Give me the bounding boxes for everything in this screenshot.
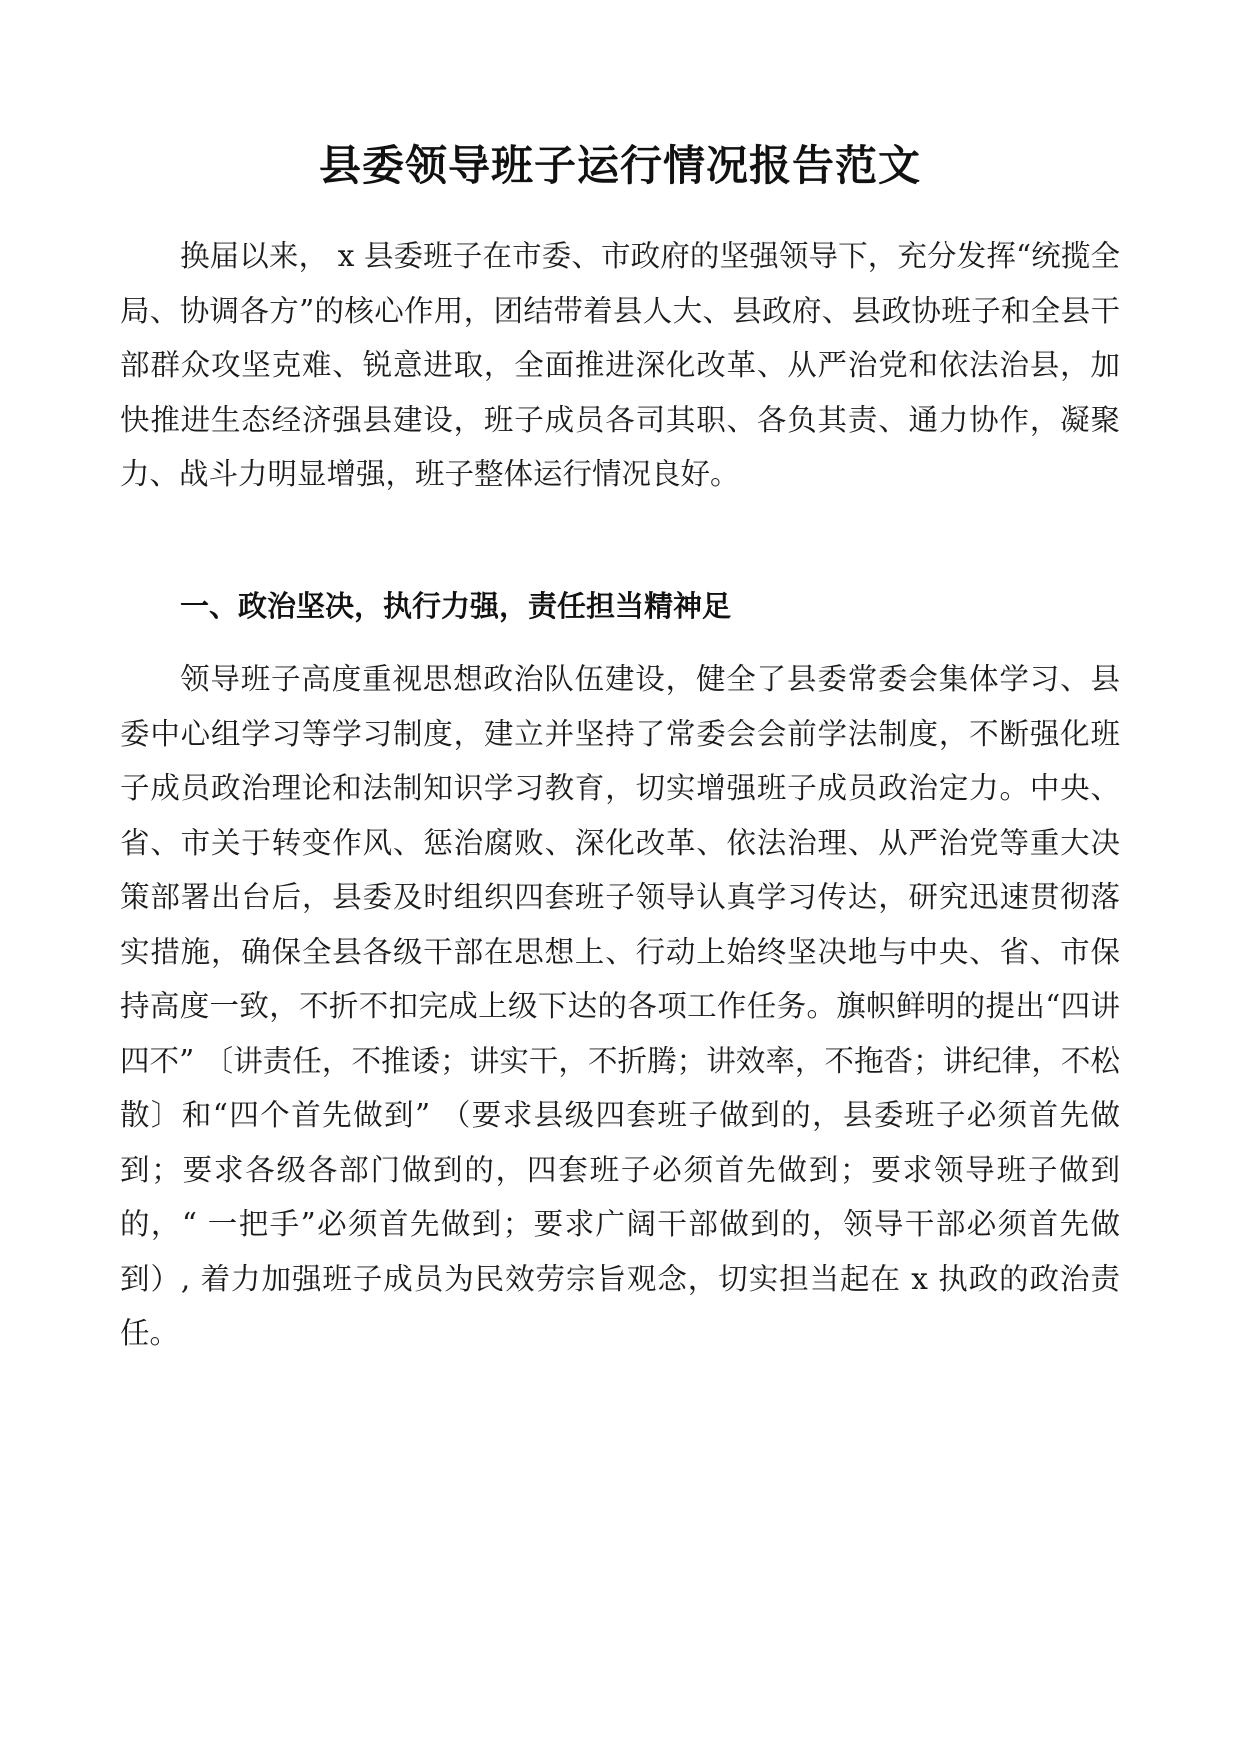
- section-heading: 一、政治坚决，执行力强，责任担当精神足: [180, 589, 732, 623]
- document-title: 县委领导班子运行情况报告范文: [318, 141, 921, 190]
- intro-paragraph: 换届以来， x 县委班子在市委、市政府的坚强领导下，充分发挥“统揽全局、协调各方”的核心作用，团结带着县人大、县政府、县政协班子和全县干部群众攻坚克难、锐意进取，全面推进深化改革、从严治党和依法治县，加快推进生态经济强县建设，班子成员各司其职、各负其责、通力协作，凝聚力、战斗力明显增强，班子整体运行情况良好。: [120, 239, 1120, 491]
- section-paragraph: 领导班子高度重视思想政治队伍建设，健全了县委常委会集体学习、县委中心组学习等学习制度，建立并坚持了常委会会前学法制度，不断强化班子成员政治理论和法制知识学习教育，切实增强班子成员政治定力。中央、省、市关于转变作风、惩治腐败、深化改革、依法治理、从严治党等重大决策部署出台后，县委及时组织四套班子领导认真学习传达，研究迅速贯彻落实措施，确保全县各级干部在思想上、行动上始终坚决地与中央、省、市保持高度一致，不折不扣完成上级下达的各项工作任务。旗帜鲜明的提出“四讲四不” 〔讲责任，不推诿；讲实干，不折腾；讲效率，不拖沓；讲纪律，不松散〕和“四个首先做到” （要求县级四套班子做到的，县委班子必须首先做到；要求各级各部门做到的，四套班子必须首先做到；要求领导班子做到的，“ 一把手”必须首先做到；要求广阔干部做到的，领导干部必须首先做到）, 着力加强班子成员为民效劳宗旨观念，切实担当起在 x 执政的政治责任。: [120, 662, 1120, 1350]
